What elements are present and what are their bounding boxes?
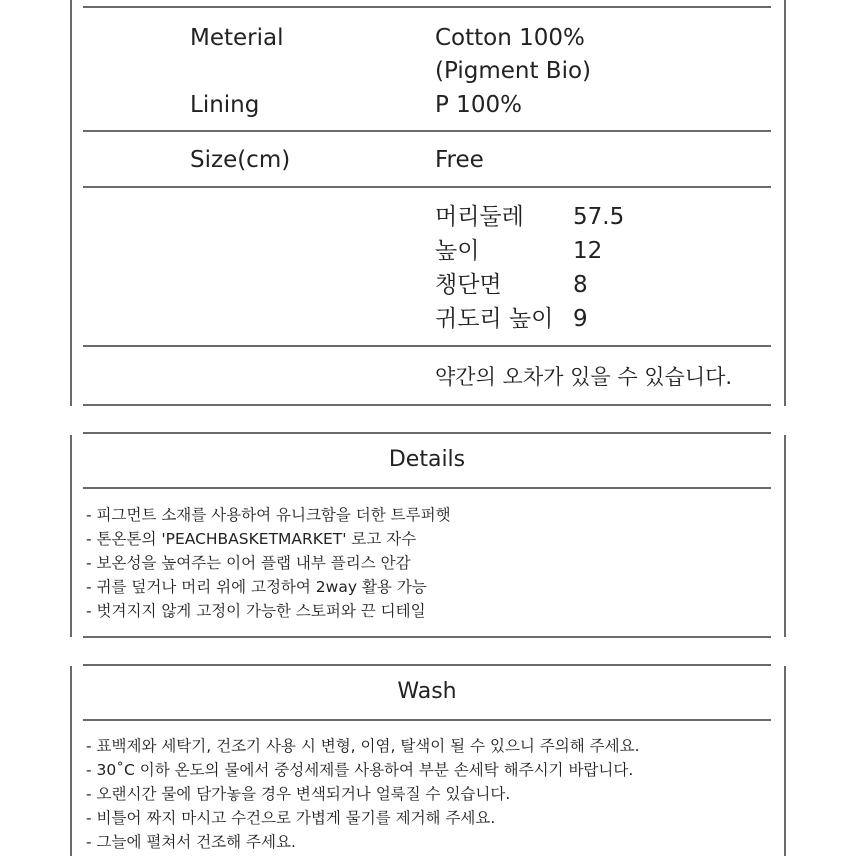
- lining-value: P 100%: [435, 92, 522, 118]
- details-right-border: [784, 435, 786, 637]
- divider: [83, 130, 771, 132]
- details-item: - 벗겨지지 않게 고정이 가능한 스토퍼와 끈 디테일: [86, 602, 426, 620]
- spec-right-border: [784, 0, 786, 406]
- details-item: - 보온성을 높여주는 이어 플랩 내부 플리스 안감: [86, 554, 411, 572]
- divider: [83, 719, 771, 721]
- dimension-label: 챙단면: [435, 272, 502, 298]
- divider: [83, 664, 771, 666]
- tolerance-note: 약간의 오차가 있을 수 있습니다.: [435, 365, 733, 389]
- divider: [83, 6, 771, 8]
- material-value-detail: (Pigment Bio): [435, 58, 592, 84]
- wash-item: - 30˚C 이하 온도의 물에서 중성세제를 사용하여 부분 손세탁 해주시기 바랍니다.: [86, 761, 634, 779]
- wash-item: - 표백제와 세탁기, 건조기 사용 시 변형, 이염, 탈색이 될 수 있으니 주의해 주세요.: [86, 737, 640, 755]
- dimension-value: 12: [573, 238, 603, 264]
- details-item: - 귀를 덮거나 머리 위에 고정하여 2way 활용 가능: [86, 578, 427, 596]
- wash-item: - 그늘에 펼쳐서 건조해 주세요.: [86, 833, 296, 851]
- wash-item: - 비틀어 짜지 마시고 수건으로 가볍게 물기를 제거해 주세요.: [86, 809, 496, 827]
- dimension-value: 9: [573, 306, 588, 332]
- wash-left-border: [70, 666, 72, 856]
- wash-item: - 오랜시간 물에 담가놓을 경우 변색되거나 얼룩질 수 있습니다.: [86, 785, 511, 803]
- divider: [83, 404, 771, 406]
- dimension-label: 귀도리 높이: [435, 306, 554, 332]
- wash-right-border: [784, 666, 786, 856]
- dimension-label: 높이: [435, 238, 480, 264]
- divider: [83, 345, 771, 347]
- details-left-border: [70, 435, 72, 637]
- wash-title: Wash: [397, 679, 457, 704]
- material-label: Meterial: [190, 25, 284, 51]
- lining-label: Lining: [190, 92, 260, 118]
- dimension-value: 8: [573, 272, 588, 298]
- size-label: Size(cm): [190, 147, 291, 173]
- divider: [83, 432, 771, 434]
- dimension-value: 57.5: [573, 204, 625, 230]
- divider: [83, 186, 771, 188]
- details-title: Details: [388, 447, 466, 472]
- dimension-label: 머리둘레: [435, 204, 524, 230]
- divider: [83, 487, 771, 489]
- size-value: Free: [435, 147, 484, 173]
- spec-left-border: [70, 0, 72, 406]
- details-item: - 피그먼트 소재를 사용하여 유니크함을 더한 트루퍼햇: [86, 506, 451, 524]
- details-item: - 톤온톤의 'PEACHBASKETMARKET' 로고 자수: [86, 530, 417, 548]
- material-value: Cotton 100%: [435, 25, 585, 51]
- divider: [83, 636, 771, 638]
